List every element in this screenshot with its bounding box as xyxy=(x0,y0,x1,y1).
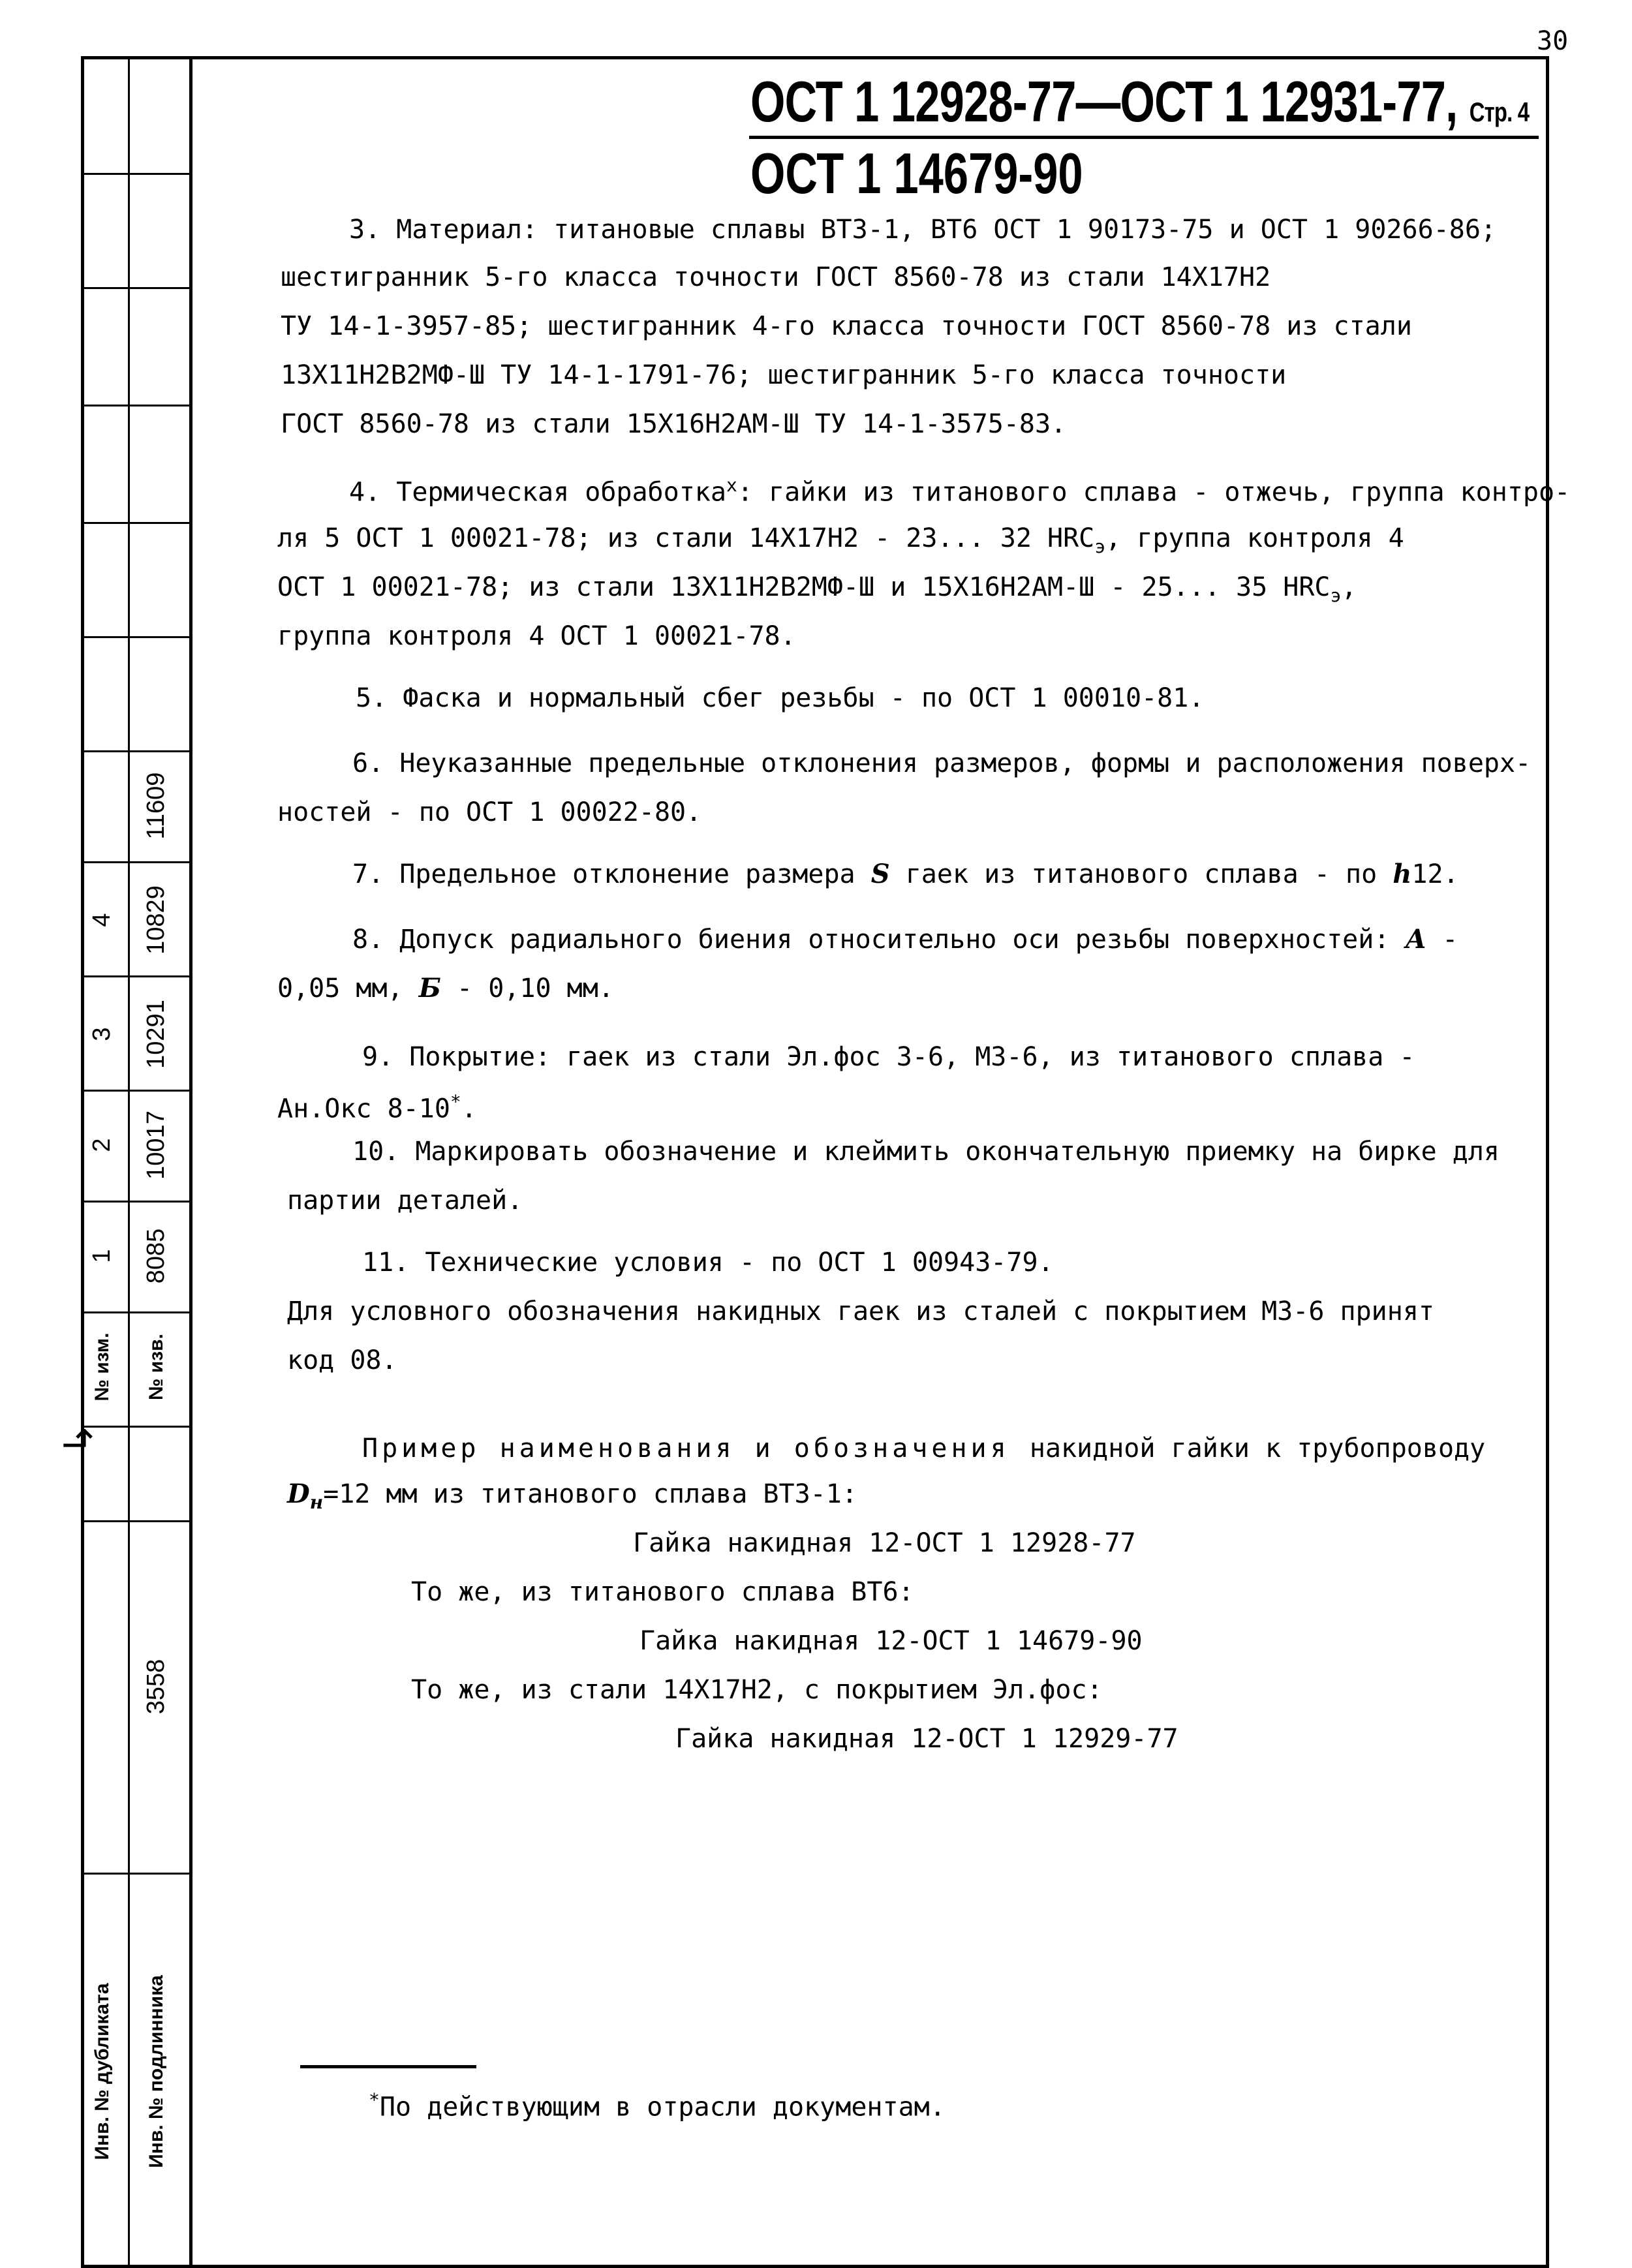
strip-rule xyxy=(81,750,189,752)
strip-rule xyxy=(81,405,189,406)
page-ref: Стр. 4 xyxy=(1469,97,1530,127)
p4-line: группа контроля 4 ОСТ 1 00021-78. xyxy=(277,621,796,651)
strip-divider xyxy=(128,56,130,2268)
label-change-no: № изм. xyxy=(91,1332,113,1402)
p12-line: код 08. xyxy=(287,1345,397,1375)
p3-line: шестигранник 5-го класса точности ГОСТ 8560-78 из стали 14Х17Н2 xyxy=(281,262,1271,292)
example-diameter: $D_н=12$ мм из титанового сплава ВТ3-1: xyxy=(287,1479,857,1513)
example-label: То же, из стали 14Х17Н2, с покрытием Эл.фос: xyxy=(411,1675,1103,1705)
p4-line: 4. Термическая обработка$^x$: гайки из титанового сплава - отжечь, группа контро- xyxy=(349,474,1571,508)
p10-line: 10. Маркировать обозначение и клеймить окончательную приемку на бирке для xyxy=(352,1137,1500,1167)
revision-index: 4 xyxy=(88,913,115,927)
label-dup-inv: Инв. № дубликата xyxy=(91,1983,113,2160)
revision-notice: 10829 xyxy=(142,885,170,955)
header-rule xyxy=(749,136,1539,139)
document-designation xyxy=(750,69,1529,135)
strip-rule xyxy=(81,287,189,289)
revision-index: 1 xyxy=(88,1249,115,1263)
example-designation: Гайка накидная 12-ОСТ 1 12928-77 xyxy=(633,1528,1136,1558)
p10-line: партии деталей. xyxy=(287,1186,523,1216)
strip-rule xyxy=(81,1311,189,1313)
p11-line: 11. Технические условия - по ОСТ 1 00943-79. xyxy=(362,1248,1054,1278)
p4-line: ОСТ 1 00021-78; из стали 13Х11Н2В2МФ-Ш и 15Х16Н2АМ-Ш - 25... 35 $HRC_э$, xyxy=(277,572,1357,606)
revision-notice: 10291 xyxy=(142,1000,170,1069)
footnote: *По действующим в отрасли документам. xyxy=(369,2089,946,2122)
example-designation: Гайка накидная 12-ОСТ 1 14679-90 xyxy=(639,1626,1143,1656)
revision-notice: 8085 xyxy=(142,1228,170,1284)
p3-line: ТУ 14-1-3957-85; шестигранник 4-го класса точности ГОСТ 8560-78 из стали xyxy=(281,311,1412,341)
strip-rule xyxy=(81,1090,189,1092)
label-notice-no: № изв. xyxy=(146,1334,167,1400)
example-label: То же, из титанового сплава ВТ6: xyxy=(411,1577,914,1607)
subscript-number: 3558 xyxy=(142,1659,170,1715)
p9-line: 9. Покрытие: гаек из стали Эл.фос 3-6, М3-6, из титанового сплава - xyxy=(362,1042,1415,1072)
revision-index: 3 xyxy=(88,1027,115,1041)
p3-line: ГОСТ 8560-78 из стали 15Х16Н2АМ-Ш ТУ 14-1-3575-83. xyxy=(281,409,1067,439)
footnote-rule xyxy=(300,2065,476,2068)
p4-line: ля 5 ОСТ 1 00021-78; из стали 14Х17Н2 - 23... 32 $HRC_э$, группа контроля 4 xyxy=(277,523,1404,557)
p6-line: ностей - по ОСТ 1 00022-80. xyxy=(277,797,702,827)
strip-rule xyxy=(81,1873,189,1875)
p3-line: 13Х11Н2В2МФ-Ш ТУ 14-1-1791-76; шестигранник 5-го класса точности xyxy=(281,360,1287,390)
p3-line: 3. Материал: титановые сплавы ВТ3-1, ВТ6 ОСТ 1 90173-75 и ОСТ 1 90266-86; xyxy=(349,215,1496,245)
p6-line: 6. Неуказанные предельные отклонения размеров, формы и расположения поверх- xyxy=(352,748,1532,778)
p5-line: 5. Фаска и нормальный сбег резьбы - по ОСТ 1 00010-81. xyxy=(356,683,1205,713)
designation-line2: ОСТ 1 14679-90 xyxy=(750,141,1083,206)
strip-rule xyxy=(81,975,189,977)
margin-mark: ↳ xyxy=(57,1422,101,1456)
designation-line1: ОСТ 1 12928-77—ОСТ 1 12931-77, xyxy=(750,69,1458,134)
strip-rule xyxy=(81,636,189,638)
strip-rule xyxy=(81,1520,189,1522)
p9-line: Ан.Окс 8-10*. xyxy=(277,1091,477,1124)
p8-line: 8. Допуск радиального биения относительно оси резьбы поверхностей: А - xyxy=(352,924,1458,955)
p8-line: 0,05 мм, Б - 0,10 мм. xyxy=(277,973,614,1004)
revision-index: 2 xyxy=(88,1138,115,1152)
strip-rule xyxy=(81,522,189,524)
revision-notice: 11609 xyxy=(142,772,170,840)
strip-rule xyxy=(81,173,189,175)
p12-line: Для условного обозначения накидных гаек из сталей с покрытием М3-6 принят xyxy=(287,1296,1434,1326)
revision-notice: 10017 xyxy=(142,1111,170,1180)
p7-line: 7. Предельное отклонение размера S гаек из титанового сплава - по h12. xyxy=(352,859,1459,889)
example-title: Пример наименования и обозначения накидной гайки к трубопроводу xyxy=(362,1433,1486,1463)
strip-rule xyxy=(81,861,189,863)
strip-rule xyxy=(81,1201,189,1203)
revision-index xyxy=(88,773,121,838)
label-orig-inv: Инв. № подлинника xyxy=(146,1975,167,2168)
page-number: 30 xyxy=(1537,26,1569,56)
example-designation: Гайка накидная 12-ОСТ 1 12929-77 xyxy=(675,1724,1178,1754)
